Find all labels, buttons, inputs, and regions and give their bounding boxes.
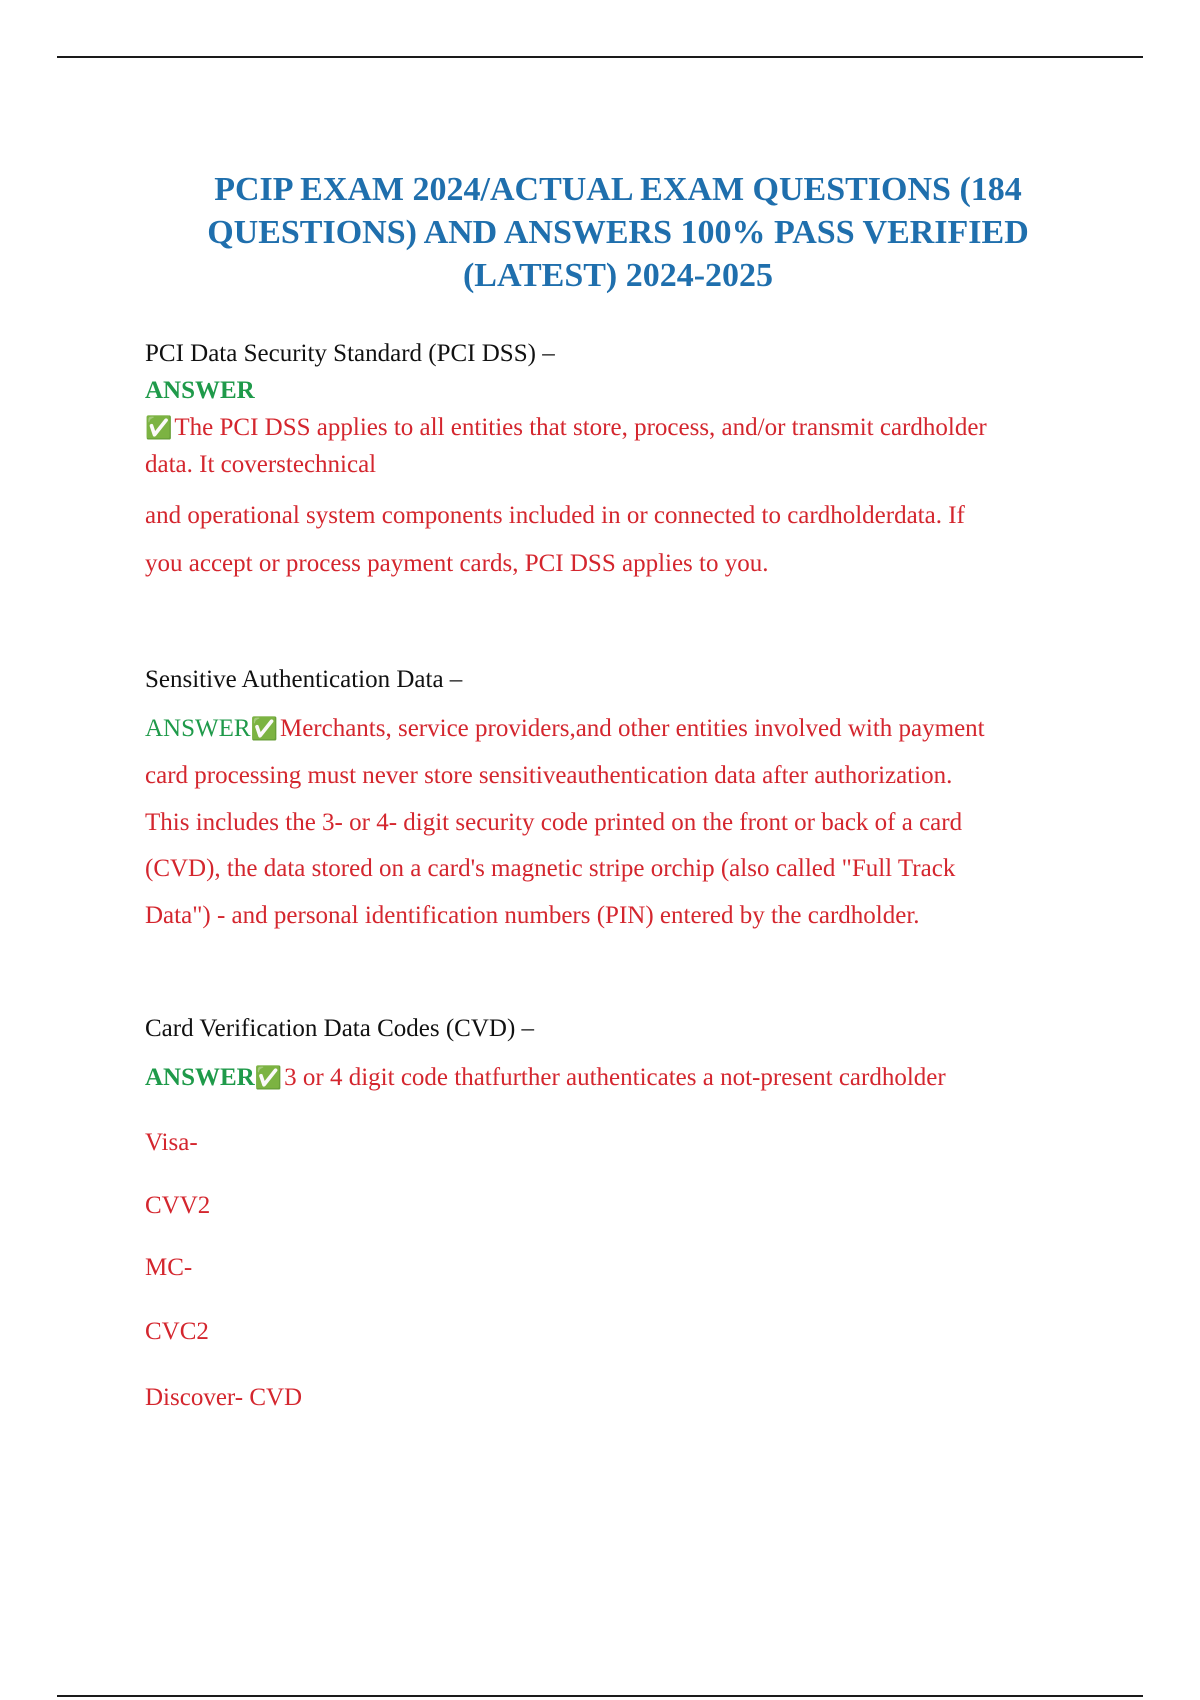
answer-line: CVV2	[145, 1192, 211, 1219]
question-pci-dss: PCI Data Security Standard (PCI DSS) –	[145, 340, 555, 367]
answer-text: Merchants, service providers,and other entities involved with payment	[279, 715, 985, 742]
top-rule	[57, 56, 1143, 58]
answer-label: ANSWER	[145, 377, 255, 404]
title-line: PCIP EXAM 2024/ACTUAL EXAM QUESTIONS (184	[214, 171, 1022, 208]
title-line: QUESTIONS) AND ANSWERS 100% PASS VERIFIED	[207, 214, 1029, 251]
check-mark-icon: ✅	[254, 1066, 283, 1091]
answer-text: 3 or 4 digit code thatfurther authenticates a not-present cardholder	[284, 1064, 946, 1091]
answer-line: MC-	[145, 1254, 193, 1281]
answer-line: This includes the 3- or 4- digit security code printed on the front or back of a card	[145, 809, 963, 836]
document-title	[120, 168, 1116, 297]
answer-line	[145, 414, 987, 442]
answer-line	[145, 715, 985, 743]
check-mark-icon: ✅	[250, 717, 278, 742]
check-mark-icon: ✅	[145, 416, 173, 441]
answer-line: Visa-	[145, 1129, 198, 1156]
bottom-rule	[57, 1695, 1143, 1697]
answer-text: The PCI DSS applies to all entities that store, process, and/or transmit cardholder	[174, 414, 987, 441]
answer-line	[145, 1064, 946, 1092]
answer-line: (CVD), the data stored on a card's magnetic stripe orchip (also called "Full Track	[145, 855, 956, 882]
question-sensitive-auth-data: Sensitive Authentication Data –	[145, 666, 463, 693]
answer-label: ANSWER	[145, 1064, 255, 1091]
question-cvd-codes: Card Verification Data Codes (CVD) –	[145, 1015, 535, 1042]
answer-line: card processing must never store sensitiveauthentication data after authorization.	[145, 762, 953, 789]
answer-line: Discover- CVD	[145, 1384, 303, 1411]
answer-line: and operational system components included in or connected to cardholderdata. If	[145, 502, 965, 529]
title-line: (LATEST) 2024-2025	[462, 257, 774, 294]
answer-line: you accept or process payment cards, PCI DSS applies to you.	[145, 550, 769, 577]
answer-line: data. It coverstechnical	[145, 451, 377, 478]
answer-line: Data") - and personal identification numbers (PIN) entered by the cardholder.	[145, 902, 920, 929]
answer-line: CVC2	[145, 1318, 209, 1345]
answer-label: ANSWER	[145, 715, 251, 742]
